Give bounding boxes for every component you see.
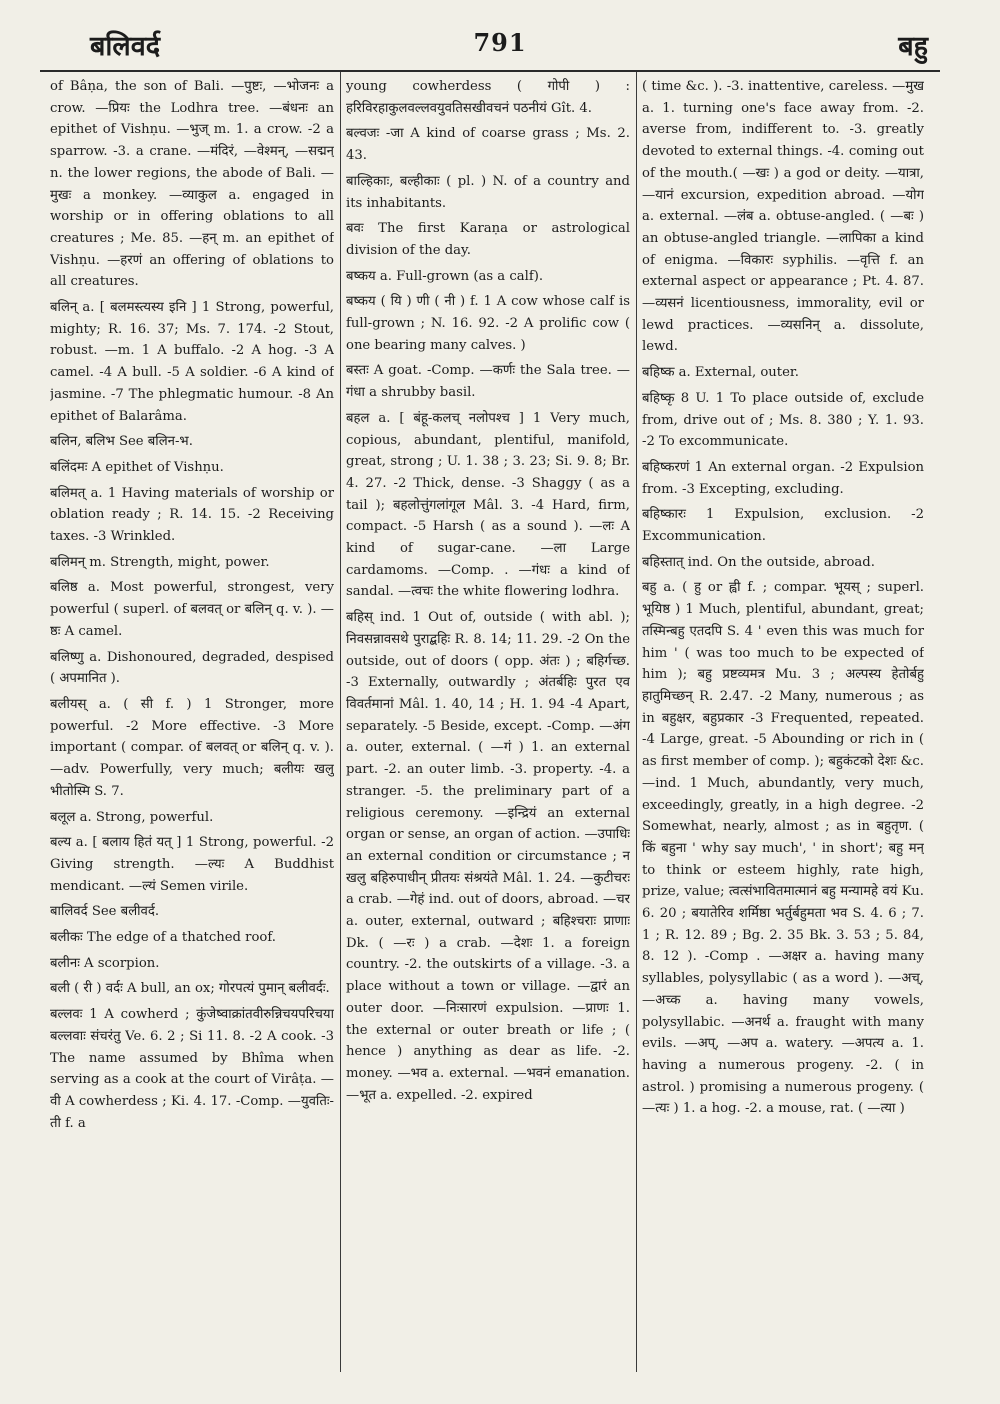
column-divider: [636, 72, 637, 1372]
dictionary-entry: बलिंदमः A epithet of Vishṇu.: [50, 459, 224, 475]
dictionary-entry: बहिष्कृ 8 U. 1 To place outside of, exclude from, drive out of ; Ms. 8. 380 ; Y. 1. 93. -2 To excommunicate.: [642, 390, 924, 450]
dictionary-entry: बष्कय a. Full-grown (as a calf).: [346, 268, 544, 284]
dictionary-column-2: [346, 76, 630, 1376]
dictionary-column-3: [642, 76, 924, 1376]
dictionary-entry: बहु a. ( हु or ह्वी f. ; compar. भूयस् ; superl. भूयिष्ठ ) 1 Much, plentiful, abundant, great; तस्मिन्बहु एतदपि S. 4 ' even this was much for him ' ( was too much to be expected of him ); बहु प्रष्टव्यमत्र Mu. 3 ; अल्पस्य हेतोर्बहु हातुमिच्छन् R. 2.47. -2 Many, numerous ; as in बहुक्षर, बहुप्रकार -3 Frequented, repeated. -4 Large, great. -5 Abounding or rich in ( as first member of comp. ); बहुकंटको देशः &c. —ind. 1 Much, abundantly, very much, exceedingly, greatly, in a high degree. -2 Somewhat, nearly, almost ; as in बहुतृण. ( किं बहुना ' why say much', ' in short'; बहु मन् to think or esteem highly, rate high, prize, value; त्वत्संभावितमात्मानं बहु मन्यामहे वयं Ku. 6. 20 ; बयातेरिव शर्मिष्ठा भर्तुर्बहुमता भव S. 4. 6 ; 7. 1 ; R. 12. 89 ; Bg. 2. 35 Bk. 3. 53 ; 5. 84, 8. 12 ). -Comp . —अक्षर a. having many syllables, polysyllabic ( as a word ). —अच्, —अच्क a. having many vowels, polysyllabic. —अनर्थ a. fraught with many evils. —अप्, —अप a. watery. —अपत्य a. 1. having a numerous progeny. -2. ( in astrol. ) promising a numerous progeny. ( —त्यः ) 1. a hog. -2. a mouse, rat. ( —त्या ): [642, 580, 924, 1117]
dictionary-entry: बवः The first Karaṇa or astrological division of the day.: [346, 221, 630, 258]
dictionary-entry: बालिवर्द See बलीवर्द.: [50, 904, 160, 920]
dictionary-entry: बाल्हिकाः, बल्हीकाः ( pl. ) N. of a country and its inhabitants.: [346, 173, 630, 211]
dictionary-entry: बलिष्णु a. Dishonoured, degraded, despised ( अपमानित ).: [50, 649, 334, 687]
page-header: [60, 22, 940, 68]
dictionary-entry: बल्वजः -जा A kind of coarse grass ; Ms. 2. 43.: [346, 126, 630, 164]
dictionary-entry: बलिन् a. [ बलमस्त्यस्य इनि ] 1 Strong, powerful, mighty; R. 16. 37; Ms. 7. 174. -2 Stout, robust. —m. 1 A buffalo. -2 A hog. -3 A camel. -4 A bull. -5 A soldier. -6 A kind of jasmine. -7 The phlegmatic humour. -8 An epithet of Balarâma.: [50, 300, 334, 424]
dictionary-entry: बल्लवः 1 A cowherd ; कुंजेष्वाक्रांतवीरुन्निचयपरिचया बल्लवाः संचरंतु Ve. 6. 2 ; Si 11. 8. -2 A cook. -3 The name assumed by Bhîma when serving as a cook at the court of Virâṭa. —वी A cowherdess ; Ki. 4. 17. -Comp. —युवतिः-ती f. a: [50, 1007, 334, 1131]
dictionary-entry: बलीयस् a. ( सी f. ) 1 Stronger, more powerful. -2 More effective. -3 More important ( compar. of बलवत् or बलिन् q. v. ). —adv. Powerfully, very much; बलीयः खलु भीतोस्मि S. 7.: [50, 696, 334, 799]
dictionary-entry: बलिमत् a. 1 Having materials of worship or oblation ready ; R. 14. 15. -2 Receiving taxes. -3 Wrinkled.: [50, 485, 334, 545]
dictionary-entry: बली ( री ) वर्दः A bull, an ox; गोरपत्यं पुमान् बलीवर्दः.: [50, 981, 330, 997]
dictionary-entry: young cowherdess ( गोपी ) : हरिविरहाकुलवल्लवयुवतिसखीवचनं पठनीयं Gît. 4.: [346, 79, 630, 116]
dictionary-entry: बहिष्क a. External, outer.: [642, 365, 799, 381]
dictionary-entry: बस्तः A goat. -Comp. —कर्णः the Sala tree. —गंधा a shrubby basil.: [346, 363, 630, 401]
dictionary-entry: बहिष्करणं 1 An external organ. -2 Expulsion from. -3 Excepting, excluding.: [642, 459, 924, 497]
dictionary-entry: बलिमन् m. Strength, might, power.: [50, 554, 270, 570]
page-number: 791: [473, 28, 527, 57]
left-guide-word: बलिवर्द: [90, 31, 161, 62]
dictionary-entry: बहिस्तात् ind. On the outside, abroad.: [642, 554, 875, 570]
right-guide-word: बहु: [898, 31, 928, 62]
header-rule: [40, 70, 940, 72]
dictionary-entry: बष्कय ( यि ) णी ( नी ) f. 1 A cow whose calf is full-grown ; N. 16. 92. -2 A prolific cow ( one bearing many calves. ): [346, 294, 630, 353]
column-divider: [340, 72, 341, 1372]
dictionary-entry: of Bâṇa, the son of Bali. —पुष्टः, —भोजनः a crow. —प्रियः the Lodhra tree. —बंधनः an epithet of Vishṇu. —भुज् m. 1. a crow. -2 a sparrow. -3. a crane. —मंदिरं, —वेश्मन्, —सद्मन् n. the lower regions, the abode of Bali. —मुखः a monkey. —व्याकुल a. engaged in worship or in offering oblations to all creatures ; Me. 85. —हन् m. an epithet of Vishṇu. —हरणं an offering of oblations to all creatures.: [50, 79, 334, 290]
dictionary-entry: बलिष्ठ a. Most powerful, strongest, very powerful ( superl. of बलवत् or बलिन् q. v. ). —ष्ठः A camel.: [50, 580, 334, 639]
dictionary-entry: बलीनः A scorpion.: [50, 955, 160, 971]
dictionary-column-1: [50, 76, 334, 1376]
dictionary-entry: बलिन, बलिभ See बलिन-भ.: [50, 434, 193, 450]
dictionary-entry: बलीकः The edge of a thatched roof.: [50, 930, 276, 946]
dictionary-entry: बहिस् ind. 1 Out of, outside ( with abl. ); निवसन्नावसथे पुराद्बहिः R. 8. 14; 11. 29. -2 On the outside, out of doors ( opp. अंतः ) ; बहिर्गच्छ. -3 Externally, outwardly ; अंतर्बहिः पुरत एव विवर्तमानां Mâl. 1. 40, 14 ; H. 1. 94 -4 Apart, separately. -5 Beside, except. -Comp. —अंग a. outer, external. ( —गं ) 1. an external part. -2. an outer limb. -3. property. -4. a stranger. -5. the preliminary part of a religious ceremony. —इन्द्रियं an external organ or sense, an organ of action. —उपाधिः an external condition or circumstance ; न खलु बहिरुपाधीन् प्रीतयः संश्रयंते Mâl. 1. 24. —कुटीचरः a crab. —गेहं ind. out of doors, abroad. —चर a. outer, external, outward ; बहिश्चराः प्राणाः Dk. ( —रः ) a crab. —देशः 1. a foreign country. -2. the outskirts of a village. -3. a place without a town or village. —द्वारं an outer door. —निःसारणं expulsion. —प्राणः 1. the external or outer breath or life ; ( hence ) anything as dear as life. -2. money. —भव a. external. —भवनं emanation. —भूत a. expelled. -2. expired: [346, 610, 630, 1103]
dictionary-entry: बहिष्कारः 1 Expulsion, exclusion. -2 Excommunication.: [642, 507, 924, 545]
dictionary-entry: बहल a. [ बंहू-कलच् नलोपश्च ] 1 Very much, copious, abundant, plentiful, manifold, great, strong ; U. 1. 38 ; 3. 23; Si. 9. 8; Br. 4. 27. -2 Thick, dense. -3 Shaggy ( as a tail ); बहलोत्तुंगलांगूल Mâl. 3. -4 Hard, firm, compact. -5 Harsh ( as a sound ). —लः A kind of sugar-cane. —ला Large cardamoms. —Comp. . —गंधः a kind of sandal. —त्वचः the white flowering lodhra.: [346, 410, 630, 600]
dictionary-entry: बल्य a. [ बलाय हितं यत् ] 1 Strong, powerful. -2 Giving strength. —ल्यः A Buddhist mendicant. —ल्यं Semen virile.: [50, 835, 334, 894]
dictionary-entry: बलूल a. Strong, powerful.: [50, 809, 214, 825]
dictionary-entry: ( time &c. ). -3. inattentive, careless. —मुख a. 1. turning one's face away from. -2. averse from, indifferent to. -3. greatly devoted to external things. -4. coming out of the mouth.( —खः ) a god or deity. —यात्रा, —यानं excursion, expedition abroad. —योग a. external. —लंब a. obtuse-angled. ( —बः ) an obtuse-angled triangle. —लापिका a kind of enigma. —विकारः syphilis. —वृत्ति f. an external aspect or appearance ; Pt. 4. 87. —व्यसनं licentiousness, immorality, evil or lewd practices. —व्यसनिन् a. dissolute, lewd.: [642, 79, 924, 355]
